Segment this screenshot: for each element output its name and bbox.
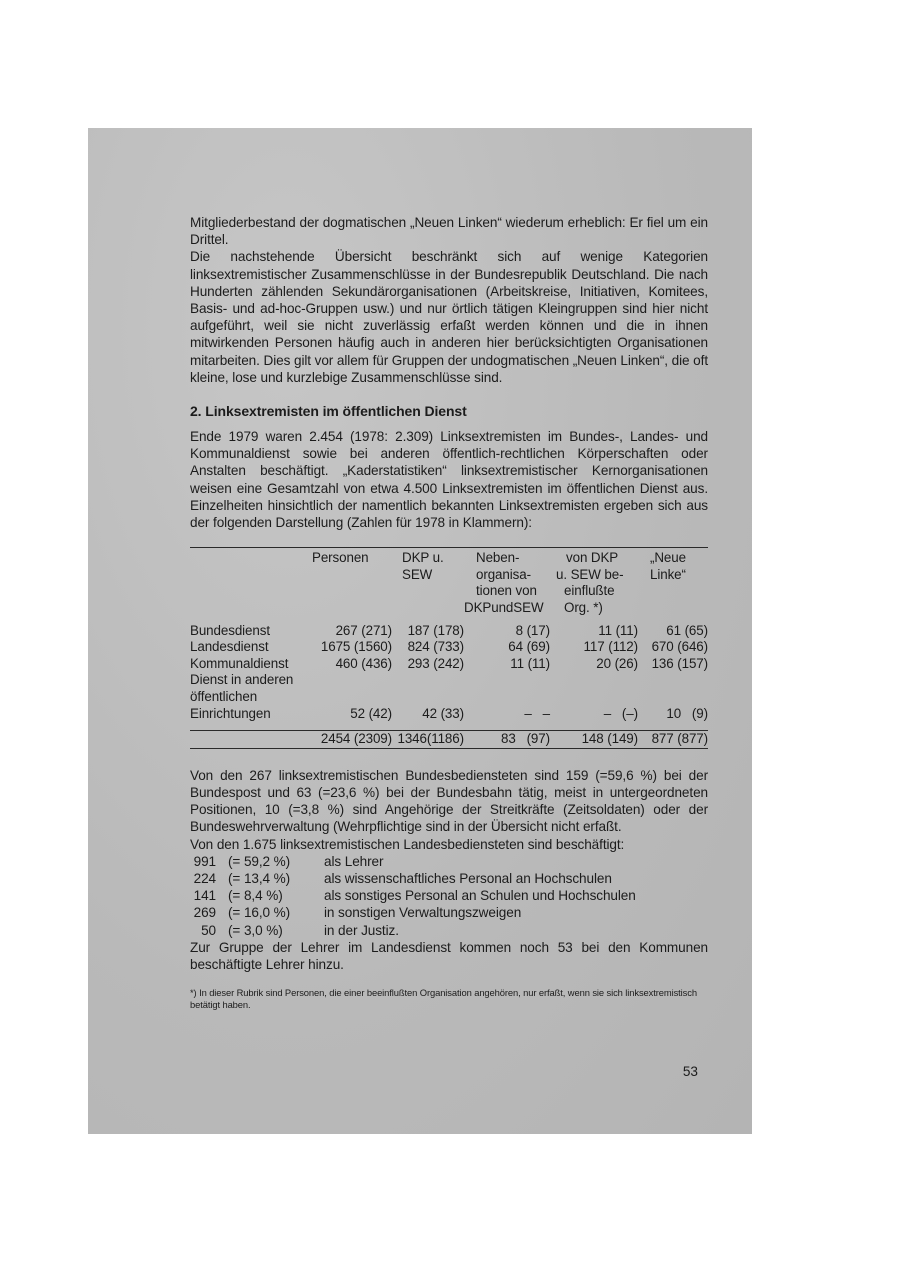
cell-prev: (33) <box>440 705 464 721</box>
cell-prev: (69) <box>526 639 550 655</box>
list-item-text: als Lehrer <box>324 853 384 869</box>
cell <box>550 639 638 656</box>
row-label-line: Dienst in anderen <box>190 672 294 688</box>
header-line: DKP u. <box>402 550 444 566</box>
list-item-text: als sonstiges Personal an Schulen und Hochschulen <box>324 888 636 904</box>
cell-value: 460 <box>335 655 358 671</box>
cell-value: 11 <box>510 655 524 671</box>
cell <box>638 672 708 722</box>
header-line: organisa- <box>476 566 531 582</box>
cell-prev: (9) <box>691 705 708 721</box>
cell-value: 187 <box>407 622 430 638</box>
header-line: SEW <box>402 566 433 582</box>
cell-prev: (17) <box>526 622 550 638</box>
cell-prev: (436) <box>361 655 392 671</box>
cell-prev: (733) <box>433 639 464 655</box>
cell <box>550 623 638 640</box>
cell-prev: (271) <box>361 622 392 638</box>
header-line: „Neue <box>650 550 686 566</box>
cell <box>310 656 392 673</box>
table-row <box>190 623 708 640</box>
header-neue-linke <box>638 548 708 622</box>
cell <box>464 639 550 656</box>
total-label-empty <box>190 731 310 748</box>
cell-prev: (26) <box>614 655 638 671</box>
cell-prev: (112) <box>608 639 638 655</box>
statistics-table-block <box>190 547 708 749</box>
header-dkp-sew <box>392 548 464 622</box>
header-line: Org. *) <box>564 600 603 616</box>
row-label <box>190 639 310 656</box>
cell-prev: (11) <box>527 655 550 671</box>
total-value: 877 <box>651 731 674 747</box>
list-item-count: 269 <box>193 905 216 921</box>
cell-value: 117 <box>583 639 605 655</box>
total-prev: (97) <box>526 731 550 747</box>
total-value: 1346 <box>397 731 427 747</box>
cell-value: 824 <box>407 639 430 655</box>
footnote: *) In dieser Rubrik sind Personen, die einer beeinflußten Organisation angehören, nur erfaßt, wenn sie sich linksextremistisch betätigt haben. <box>190 987 697 1010</box>
cell-value: 61 <box>666 622 681 638</box>
list-item-count: 50 <box>201 922 216 938</box>
cell <box>550 656 638 673</box>
cell <box>638 639 708 656</box>
list-item-count: 224 <box>193 871 216 886</box>
list-item <box>190 870 708 887</box>
list-item <box>190 922 708 939</box>
header-personen <box>310 548 392 622</box>
list-item <box>190 887 708 904</box>
cell <box>464 656 550 673</box>
cell <box>464 672 550 722</box>
federal-paragraph: Von den 267 linksextremistischen Bundesbediensteten sind 159 (=59,6 %) bei der Bundespost und 63 (=23,6 %) bei der Bundesbahn tätig, meist in untergeordneten Positionen, 10 (=3,8 %) sind Angehörige der Streitkräfte (Zeitsoldaten) oder der Bundeswehrverwaltung (Wehrpflichtige sind in der Übersicht nicht erfaßt. <box>190 767 708 835</box>
row-label <box>190 672 310 722</box>
closing-paragraph: Zur Gruppe der Lehrer im Landesdienst kommen noch 53 bei den Kommunen beschäftigte Lehrer hinzu. <box>190 939 708 973</box>
row-label <box>190 656 310 673</box>
state-employee-list <box>190 853 708 939</box>
cell <box>392 672 464 722</box>
row-label-line: Landesdienst <box>190 639 269 655</box>
header-line: u. SEW be- <box>556 566 624 582</box>
cell <box>392 656 464 673</box>
cell-value: 1675 <box>320 639 351 655</box>
cell <box>550 672 638 722</box>
list-item <box>190 904 708 921</box>
list-item-count: 991 <box>193 853 216 869</box>
row-label <box>190 623 310 640</box>
cell <box>638 623 708 640</box>
statistics-table <box>190 548 708 748</box>
cell-prev: (242) <box>433 655 464 671</box>
cell-value: 8 <box>515 622 523 638</box>
cell <box>392 623 464 640</box>
cell-value: 293 <box>407 655 430 671</box>
total-prev: (2309) <box>353 731 392 747</box>
cell <box>392 639 464 656</box>
cell-value: 52 <box>350 705 365 721</box>
cell-value: 670 <box>651 639 674 655</box>
table-row <box>190 639 708 656</box>
header-line: von DKP <box>566 550 619 566</box>
intro-paragraph-2: Die nachstehende Übersicht beschränkt sich auf wenige Kategorien linksextremistischer Zusammenschlüsse in der Bundesrepublik Deutschland. Die nach Hunderten zählenden Sekundärorganisationen (Arbeitskreise, Initiativen, Komitees, Basis- und ad-hoc-Gruppen usw.) und nur örtlich tätigen Kleingruppen sind hier nicht aufgeführt, weil sie nicht zuverlässig erfaßt werden können und die in ihnen mitwirkenden Personen häufig auch in anderen hier berücksichtigten Organisationen mitarbeiten. Dies gilt vor allem für Gruppen der undogmatischen „Neuen Linken“, die oft kleine, lose und kurzlebige Zusammenschlüsse sind. <box>190 249 708 385</box>
total-prev: (149) <box>607 731 638 747</box>
list-item-percent: (= 13,4 %) <box>228 871 291 886</box>
row-label-line: Einrichtungen <box>190 705 271 721</box>
total-cell <box>550 731 638 748</box>
list-item-percent: (= 59,2 %) <box>228 853 291 869</box>
list-item-percent: (= 8,4 %) <box>228 888 283 904</box>
cell-value: 136 <box>651 655 674 671</box>
cell-prev: (646) <box>677 639 708 655</box>
page-content <box>190 214 708 1010</box>
list-item-text: in sonstigen Verwaltungszweigen <box>324 905 522 921</box>
cell <box>464 623 550 640</box>
header-line: einflußte <box>564 583 615 599</box>
cell <box>310 639 392 656</box>
total-prev: (1186) <box>426 731 464 747</box>
header-line: Linke“ <box>650 566 686 582</box>
total-cell <box>392 731 464 748</box>
cell-prev: (11) <box>615 622 638 638</box>
header-line: tionen von <box>476 583 537 599</box>
total-cell <box>310 731 392 748</box>
header-label-empty <box>190 548 310 622</box>
intro-text <box>190 214 708 386</box>
cell-value: 20 <box>596 655 611 671</box>
total-value: 2454 <box>320 731 351 747</box>
header-line: DKPundSEW <box>464 600 544 616</box>
list-item-count: 141 <box>193 888 216 904</box>
table-row <box>190 672 708 722</box>
table-total-row <box>190 731 708 748</box>
table-row <box>190 656 708 673</box>
cell-value: 42 <box>422 705 437 721</box>
document-page <box>88 128 752 1134</box>
after-table-text <box>190 767 708 973</box>
total-prev: (877) <box>677 731 708 747</box>
header-beeinflusste-org <box>550 548 638 622</box>
list-item-text: als wissenschaftliches Personal an Hochschulen <box>324 871 612 886</box>
cell <box>638 656 708 673</box>
list-item <box>190 853 708 870</box>
section-paragraph: Ende 1979 waren 2.454 (1978: 2.309) Linksextremisten im Bundes-, Landes- und Kommunaldienst sowie bei anderen öffentlich-rechtlichen Körperschaften oder Anstalten beschäftigt. „Kaderstatistiken“ linksextremistischer Kernorganisationen weisen eine Gesamtzahl von etwa 4.500 Linksextremisten im öffentlichen Dienst aus. Einzelheiten hinsichtlich der namentlich bekannten Linksextremisten ergeben sich aus der folgenden Darstellung (Zahlen für 1978 in Klammern): <box>190 429 708 531</box>
cell <box>310 623 392 640</box>
cell-value: – <box>524 705 532 721</box>
page-number: 53 <box>682 1064 698 1079</box>
total-value: 83 <box>501 731 516 747</box>
row-label-line: Kommunaldienst <box>190 655 289 671</box>
list-item-percent: (= 3,0 %) <box>228 922 283 938</box>
total-cell <box>638 731 708 748</box>
total-cell <box>464 731 550 748</box>
cell-value: 10 <box>666 705 682 721</box>
cell <box>310 672 392 722</box>
section-heading: 2. Linksextremisten im öffentlichen Dienst <box>190 403 467 420</box>
cell-prev: (–) <box>621 705 638 721</box>
header-nebenorganisationen <box>464 548 550 622</box>
list-intro: Von den 1.675 linksextremistischen Landesbediensteten sind beschäftigt: <box>190 836 625 852</box>
cell-value: 11 <box>598 622 612 638</box>
section-text <box>190 428 708 531</box>
intro-paragraph-1: Mitgliederbestand der dogmatischen „Neuen Linken“ wiederum erheblich: Er fiel um ein Drittel. <box>190 215 708 248</box>
cell-prev: (157) <box>677 655 708 671</box>
cell-prev: (178) <box>433 622 464 638</box>
total-value: 148 <box>581 731 604 747</box>
list-item-percent: (= 16,0 %) <box>228 905 291 921</box>
header-line: Personen <box>312 550 369 566</box>
table-header-row <box>190 548 708 622</box>
cell-prev: (42) <box>368 705 392 721</box>
cell-prev: (1560) <box>353 639 392 655</box>
cell-value: – <box>603 705 612 721</box>
header-line: Neben- <box>476 550 520 566</box>
cell-prev: – <box>542 705 550 721</box>
table-bottom-rule <box>190 748 708 749</box>
list-item-text: in der Justiz. <box>324 922 399 938</box>
cell-value: 267 <box>335 622 358 638</box>
row-label-line: Bundesdienst <box>190 622 270 638</box>
cell-value: 64 <box>508 639 523 655</box>
row-label-line: öffentlichen <box>190 689 258 704</box>
cell-prev: (65) <box>684 622 708 638</box>
